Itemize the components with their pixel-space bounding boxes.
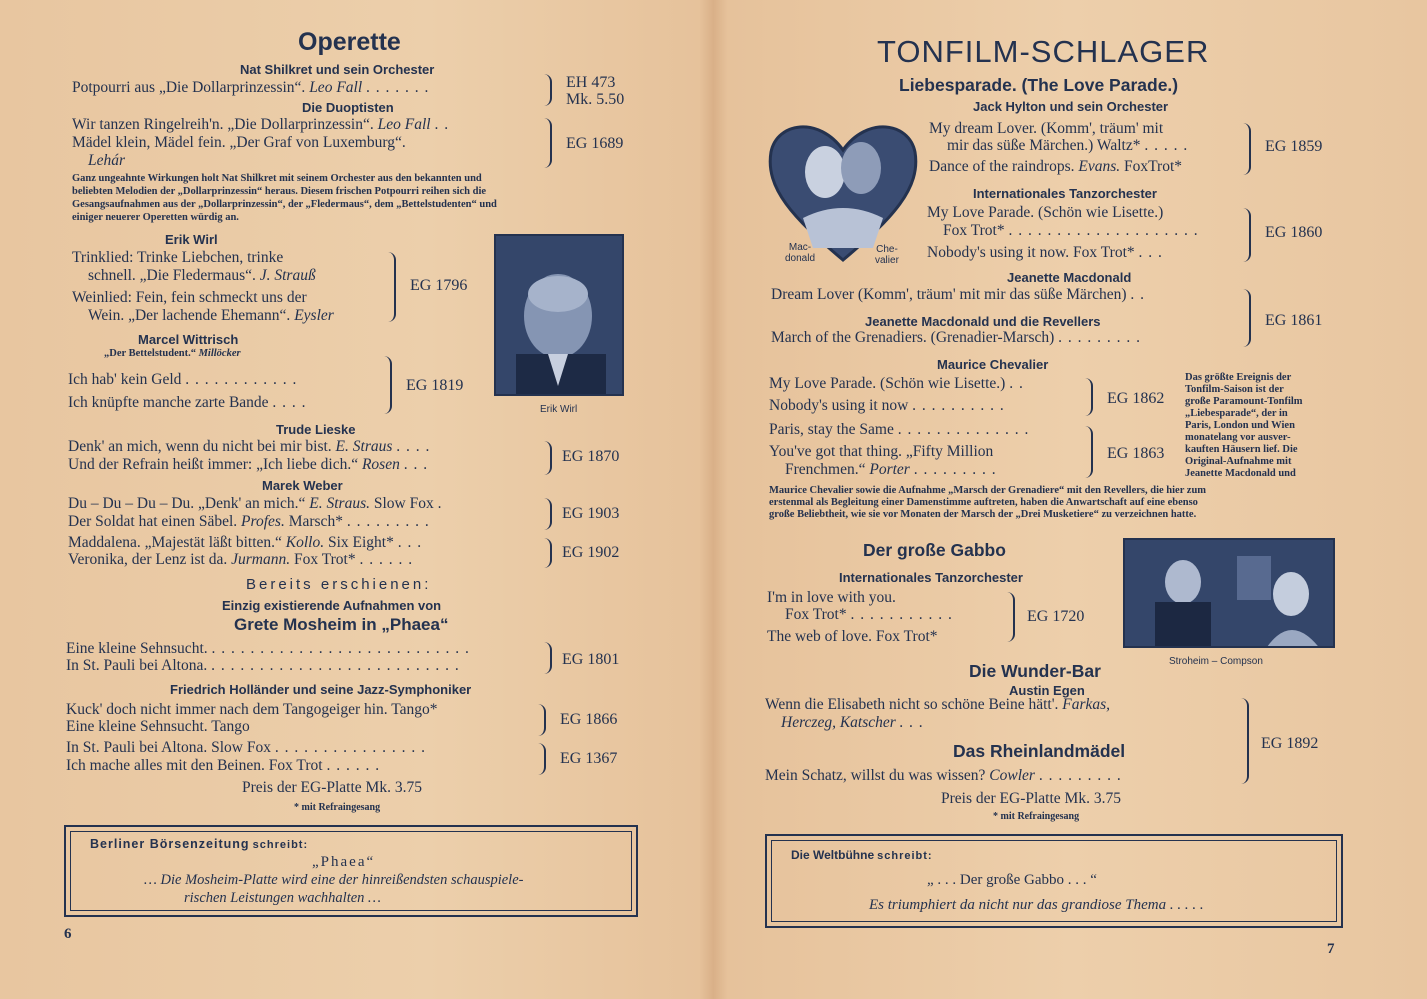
quote-title: „Phaea“ <box>312 854 376 870</box>
footnote: * mit Refraingesang <box>993 811 1080 822</box>
brace <box>544 498 552 530</box>
record-title: March of the Grenadiers. (Grenadier-Marsch) . . . . . . . . . <box>771 329 1142 346</box>
photo-caption: Che- valier <box>875 244 899 266</box>
record-title: Wir tanzen Ringelreih'n. „Die Dollarprinzessin“. Leo Fall . . <box>72 116 450 133</box>
record-title: You've got that thing. „Fifty Million <box>769 443 994 460</box>
description: Gesangsaufnahmen aus der „Dollarprinzessin“, der „Fledermaus“, dem „Bettelstudenten“ und <box>72 199 497 210</box>
record-title: schnell. „Die Fledermaus“. J. Strauß <box>88 267 316 284</box>
catalog-number: EG 1860 <box>1265 224 1323 241</box>
artist-heading: Maurice Chevalier <box>937 357 1049 372</box>
record-title: In St. Pauli bei Altona. . . . . . . . . . . . . . . . . . . . . . . . . . . <box>66 657 460 674</box>
quote-text: … Die Mosheim-Platte wird eine der hinreißendsten schauspiele- <box>144 872 524 888</box>
subtitle: Das Rheinlandmädel <box>953 741 1126 761</box>
brace <box>544 642 552 674</box>
portrait-photo <box>494 234 624 396</box>
description: große Beliebtheit, wie sie vor Monaten der Marsch der „Drei Musketiere“ zu verzeichnen hatte. <box>769 509 1197 520</box>
brace <box>388 252 396 322</box>
brace <box>1085 378 1093 416</box>
record-title: The web of love. Fox Trot* <box>767 628 938 645</box>
artist-heading: Internationales Tanzorchester <box>839 570 1023 585</box>
record-title: Wein. „Der lachende Ehemann“. Eysler <box>88 307 334 324</box>
record-title: Ich knüpfte manche zarte Bande . . . . <box>68 394 307 411</box>
brace <box>544 118 552 168</box>
description: einiger neuerer Operetten würdig an. <box>72 212 239 223</box>
photo-caption: Stroheim – Compson <box>1169 656 1263 667</box>
catalog-number: EG 1861 <box>1265 312 1323 329</box>
artist-heading: Jeanette Macdonald und die Revellers <box>865 314 1101 329</box>
record-title: My Love Parade. (Schön wie Lisette.) <box>927 204 1164 221</box>
description: erstenmal als Begleitung einer Damenstimme auftreten, haben die Anwartschaft auf eine ebenso <box>769 497 1198 508</box>
record-title: Ich hab' kein Geld . . . . . . . . . . . . <box>68 371 298 388</box>
brace <box>1241 698 1249 784</box>
record-title: Trinklied: Trinke Liebchen, trinke <box>72 249 284 266</box>
brace <box>538 704 546 736</box>
artist-heading: Jack Hylton und sein Orchester <box>973 99 1169 114</box>
record-title: Eine kleine Sehnsucht. Tango <box>66 718 250 735</box>
brace <box>544 538 552 568</box>
catalog-number: EG 1863 <box>1107 445 1165 462</box>
record-title: Nobody's using it now . . . . . . . . . . <box>769 397 1005 414</box>
right-page <box>715 0 1427 999</box>
brace <box>1243 123 1251 175</box>
catalog-number: EG 1862 <box>1107 390 1165 407</box>
catalog-number: EG 1903 <box>562 505 620 522</box>
page-number: 7 <box>1327 941 1335 957</box>
catalog-number: EG 1866 <box>560 711 618 728</box>
record-title: mir das süße Märchen.) Waltz* . . . . . <box>947 137 1189 154</box>
brace <box>1243 208 1251 262</box>
price-note: Preis der EG-Platte Mk. 3.75 <box>941 790 1121 807</box>
artist-heading: Austin Egen <box>1009 683 1085 698</box>
description: Maurice Chevalier sowie die Aufnahme „Marsch der Grenadiere“ mit den Revellers, die hier zum <box>769 485 1207 496</box>
record-title: Dance of the raindrops. Evans. FoxTrot* <box>929 158 1183 175</box>
quote-source: Die Weltbühne schreibt: <box>791 848 933 862</box>
record-title: Mädel klein, Mädel fein. „Der Graf von Luxemburg“. <box>72 134 406 151</box>
brace <box>1085 426 1093 478</box>
record-title: Wenn die Elisabeth nicht so schöne Beine hätt'. Farkas, <box>765 696 1111 713</box>
quote-source: Berliner Börsenzeitung schreibt: <box>90 837 309 851</box>
record-title: Und der Refrain heißt immer: „Ich liebe dich.“ Rosen . . . <box>68 456 429 473</box>
brace <box>1007 592 1015 642</box>
record-title: Du – Du – Du – Du. „Denk' an mich.“ E. Straus. Slow Fox . <box>68 495 443 512</box>
left-page <box>0 0 712 999</box>
catalog-number: EG 1902 <box>562 544 620 561</box>
record-title: Kuck' doch nicht immer nach dem Tangogeiger hin. Tango* <box>66 701 438 718</box>
quote-box <box>64 825 638 917</box>
quote-text: rischen Leistungen wachhalten … <box>184 890 381 906</box>
composer: Herczeg, Katscher . . . <box>781 714 925 731</box>
quote-text: „ . . . Der große Gabbo . . . “ <box>927 872 1097 888</box>
record-title: Ich mache alles mit den Beinen. Fox Trot . . . . . . <box>66 757 381 774</box>
page-number: 6 <box>64 926 72 942</box>
record-title: My dream Lover. (Komm', träum' mit <box>929 120 1164 137</box>
composer: Lehár <box>88 152 126 169</box>
record-title: Denk' an mich, wenn du nicht bei mir bist. E. Straus . . . . <box>68 438 431 455</box>
section-heading: Bereits erschienen: <box>246 576 432 593</box>
catalog-number: EG 1892 <box>1261 735 1319 752</box>
record-title: Der Soldat hat einen Säbel. Profes. Marsch* . . . . . . . . . <box>68 513 430 530</box>
brace <box>384 356 392 414</box>
artist-heading: Nat Shilkret und sein Orchester <box>240 62 435 77</box>
catalog-number: EG 1796 <box>410 277 468 294</box>
subtitle: Der große Gabbo <box>863 540 1006 560</box>
side-note: Das größte Ereignis der Tonfilm-Saison ist der große Paramount-Tonfilm „Liebesparade“, der in Paris, London und Wien monatelang vor ausver- kauften Häusern lief. Die Original-Aufnahme mit Jeanette Macdonald und <box>1185 372 1303 479</box>
footnote: * mit Refraingesang <box>294 802 381 813</box>
record-title: Fox Trot* . . . . . . . . . . . . . . . . . . . . <box>943 222 1199 239</box>
film-still-illustration <box>1125 540 1335 648</box>
artist-heading: Die Duoptisten <box>302 100 394 115</box>
artist-heading: Marek Weber <box>262 478 343 493</box>
artist-heading: Trude Lieske <box>276 422 356 437</box>
catalog-number: EG 1870 <box>562 448 620 465</box>
brace <box>544 441 552 475</box>
photo-caption: Erik Wirl <box>540 404 578 415</box>
subtitle: Die Wunder-Bar <box>969 661 1101 681</box>
catalog-number: EG 1689 <box>566 135 624 152</box>
catalog-number: EG 1819 <box>406 377 464 394</box>
catalog-number: EG 1720 <box>1027 608 1085 625</box>
catalog-number: EG 1801 <box>562 651 620 668</box>
artist-heading: Friedrich Holländer und seine Jazz-Symphoniker <box>170 682 472 697</box>
catalog-number: EH 473 <box>566 74 616 91</box>
subheading: Einzig existierende Aufnahmen von <box>222 598 442 613</box>
record-title: Maddalena. „Majestät läßt bitten.“ Kollo. Six Eight* . . . <box>68 534 423 551</box>
photo-caption: Mac- donald <box>785 242 816 264</box>
record-title: Nobody's using it now. Fox Trot* . . . <box>927 244 1163 261</box>
subtitle: Liebesparade. (The Love Parade.) <box>899 75 1179 95</box>
artist-heading: Marcel Wittrisch <box>138 332 239 347</box>
record-title: Fox Trot* . . . . . . . . . . . <box>785 606 953 623</box>
catalog-number: EG 1859 <box>1265 138 1323 155</box>
record-title: Eine kleine Sehnsucht. . . . . . . . . . . . . . . . . . . . . . . . . . . . <box>66 640 470 657</box>
record-title: Paris, stay the Same . . . . . . . . . . . . . . <box>769 421 1030 438</box>
artist-heading: Internationales Tanzorchester <box>973 186 1157 201</box>
description: beliebten Melodien der „Dollarprinzessin“ heraus. Diesem frischen Potpourri reihen sich die <box>72 186 487 197</box>
record-title: Weinlied: Fein, fein schmeckt uns der <box>72 289 307 306</box>
record-title: Veronika, der Lenz ist da. Jurmann. Fox Trot* . . . . . . <box>68 551 414 568</box>
record-title: I'm in love with you. <box>767 589 896 606</box>
film-still-photo <box>1123 538 1335 648</box>
subheading: „Der Bettelstudent.“ Millöcker <box>104 348 241 359</box>
description: Ganz ungeahnte Wirkungen holt Nat Shilkret mit seinem Orchester aus den bekannten und <box>72 173 482 184</box>
record-title: In St. Pauli bei Altona. Slow Fox . . . . . . . . . . . . . . . . <box>66 739 426 756</box>
record-title: Dream Lover (Komm', träum' mit mir das süße Märchen) . . <box>771 286 1146 303</box>
catalog-number: EG 1367 <box>560 750 618 767</box>
price-label: Mk. 5.50 <box>566 91 625 108</box>
portrait-illustration <box>496 236 624 396</box>
artist-heading: Erik Wirl <box>165 232 218 247</box>
price-note: Preis der EG-Platte Mk. 3.75 <box>242 779 422 796</box>
quote-box <box>765 834 1343 928</box>
artist-heading: Grete Mosheim in „Phaea“ <box>234 615 449 634</box>
artist-heading: Jeanette Macdonald <box>1007 270 1132 285</box>
record-title: Mein Schatz, willst du was wissen? Cowler . . . . . . . . . <box>765 767 1122 784</box>
page-title: TONFILM-SCHLAGER <box>877 34 1210 69</box>
record-title: My Love Parade. (Schön wie Lisette.) . . <box>769 375 1024 392</box>
record-title: Frenchmen.“ Porter . . . . . . . . . <box>785 461 997 478</box>
brace <box>544 74 552 106</box>
brace <box>538 743 546 775</box>
record-title: Potpourri aus „Die Dollarprinzessin“. Leo Fall . . . . . . . <box>72 79 430 96</box>
brace <box>1243 289 1251 347</box>
page-title: Operette <box>298 28 401 56</box>
quote-text: Es triumphiert da nicht nur das grandiose Thema . . . . . <box>869 897 1204 913</box>
